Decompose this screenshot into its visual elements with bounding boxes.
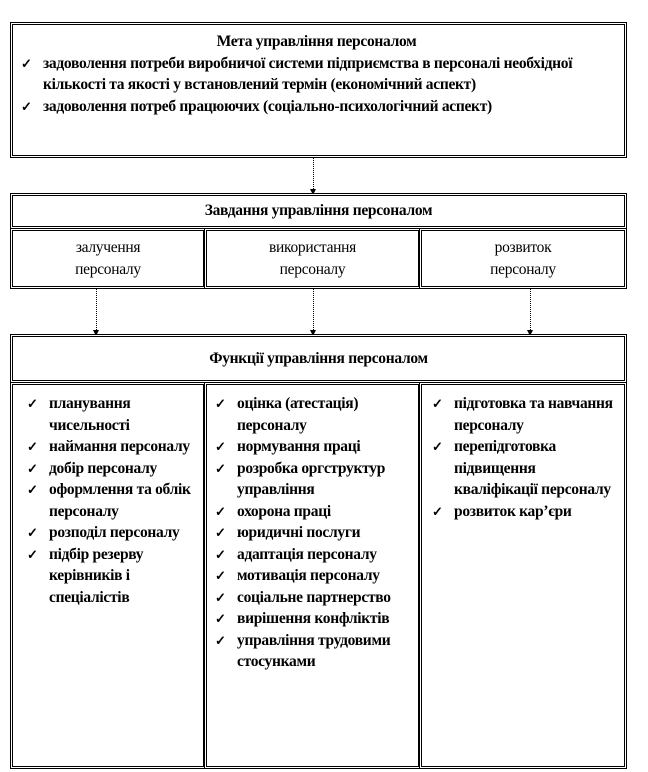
- task-cell-attract: [10, 228, 206, 289]
- check-icon: ✓: [215, 632, 226, 648]
- functions-list: [211, 393, 414, 673]
- function-item-text: нормування праці: [237, 438, 361, 455]
- function-item-text: наймання персоналу: [49, 438, 190, 455]
- goal-item-text: задоволення потреби виробничої системи підприємства в персоналі необхідної кількості та якості у встановлений термін (економічний аспект): [43, 54, 573, 93]
- function-item-text: мотивація персоналу: [237, 567, 380, 584]
- task-line: персоналу: [279, 260, 346, 278]
- arrow-attract-to-functions: [96, 289, 97, 334]
- function-item: [23, 393, 199, 436]
- goal-list: [17, 53, 616, 118]
- function-item: [211, 608, 414, 630]
- function-item-text: оцінка (атестація) персоналу: [237, 395, 359, 434]
- check-icon: ✓: [215, 546, 226, 562]
- functions-list: [428, 393, 620, 522]
- check-icon: ✓: [215, 525, 226, 540]
- functions-column-use: [204, 382, 421, 769]
- check-icon: ✓: [21, 98, 32, 114]
- function-item-text: вирішення конфліктів: [237, 610, 390, 627]
- goal-box: [10, 22, 627, 158]
- function-item-text: підбір резерву керівників і спеціалістів: [49, 545, 144, 606]
- functions-column-develop: [419, 382, 627, 769]
- functions-list: [23, 393, 199, 608]
- check-icon: ✓: [21, 55, 32, 71]
- task-line: розвиток: [494, 239, 552, 256]
- function-item: [23, 479, 199, 522]
- functions-header-box: [10, 334, 627, 383]
- check-icon: ✓: [27, 525, 38, 540]
- function-item-text: розвиток кар’єри: [454, 502, 572, 520]
- functions-title: Функції управління персоналом: [209, 349, 428, 367]
- function-item: [211, 501, 414, 523]
- functions-column-attract: [10, 382, 206, 769]
- task-line: персоналу: [490, 260, 556, 278]
- function-item: [211, 522, 414, 544]
- arrow-goal-to-tasks: [313, 158, 314, 193]
- arrow-develop-to-functions: [530, 289, 531, 334]
- function-item: [211, 393, 414, 436]
- goal-item: [17, 53, 616, 96]
- function-item-text: розподіл персоналу: [49, 524, 180, 541]
- check-icon: ✓: [215, 503, 226, 519]
- task-line: персоналу: [75, 260, 141, 278]
- check-icon: ✓: [215, 439, 226, 454]
- check-icon: ✓: [215, 611, 226, 626]
- function-item: [211, 544, 414, 566]
- function-item: [23, 436, 199, 458]
- function-item: [428, 436, 620, 501]
- task-cell-develop: [419, 228, 627, 289]
- tasks-header-box: [10, 193, 627, 229]
- check-icon: ✓: [432, 439, 443, 454]
- function-item-text: соціальне партнерство: [237, 588, 391, 606]
- function-item-text: перепідготовка підвищення кваліфікації персоналу: [454, 438, 611, 498]
- check-icon: ✓: [215, 568, 226, 583]
- check-icon: ✓: [27, 396, 38, 411]
- check-icon: ✓: [27, 439, 38, 454]
- arrow-use-to-functions: [313, 289, 314, 334]
- check-icon: ✓: [432, 503, 443, 519]
- check-icon: ✓: [27, 460, 38, 476]
- goal-title: Мета управління персоналом: [216, 33, 417, 50]
- function-item: [428, 501, 620, 523]
- function-item: [23, 544, 199, 609]
- function-item-text: управління трудовими стосунками: [237, 631, 391, 670]
- function-item: [211, 458, 414, 501]
- check-icon: ✓: [215, 460, 226, 476]
- function-item: [23, 522, 199, 544]
- function-item: [211, 587, 414, 609]
- check-icon: ✓: [215, 396, 226, 411]
- function-item: [428, 393, 620, 436]
- function-item-text: юридичні послуги: [237, 524, 361, 541]
- task-line: використання: [269, 239, 356, 256]
- function-item-text: розробка оргструктур управління: [237, 459, 386, 498]
- check-icon: ✓: [27, 482, 38, 497]
- check-icon: ✓: [432, 396, 443, 411]
- tasks-title: Завдання управління персоналом: [204, 202, 433, 220]
- function-item: [211, 436, 414, 458]
- function-item: [211, 565, 414, 587]
- goal-item-text: задоволення потреб працюючих (соціально-психологічний аспект): [43, 97, 492, 115]
- function-item: [211, 630, 414, 673]
- task-line: залучення: [75, 239, 141, 256]
- function-item-text: підготовка та навчання персоналу: [454, 395, 613, 434]
- function-item-text: адаптація персоналу: [237, 545, 377, 563]
- check-icon: ✓: [27, 546, 38, 562]
- check-icon: ✓: [215, 589, 226, 605]
- function-item-text: добір персоналу: [49, 459, 157, 477]
- goal-item: [17, 96, 616, 118]
- function-item-text: оформлення та облік персоналу: [49, 481, 191, 520]
- function-item-text: охорона праці: [237, 502, 331, 520]
- function-item-text: планування чисельності: [49, 395, 131, 434]
- task-cell-use: [204, 228, 421, 289]
- function-item: [23, 458, 199, 480]
